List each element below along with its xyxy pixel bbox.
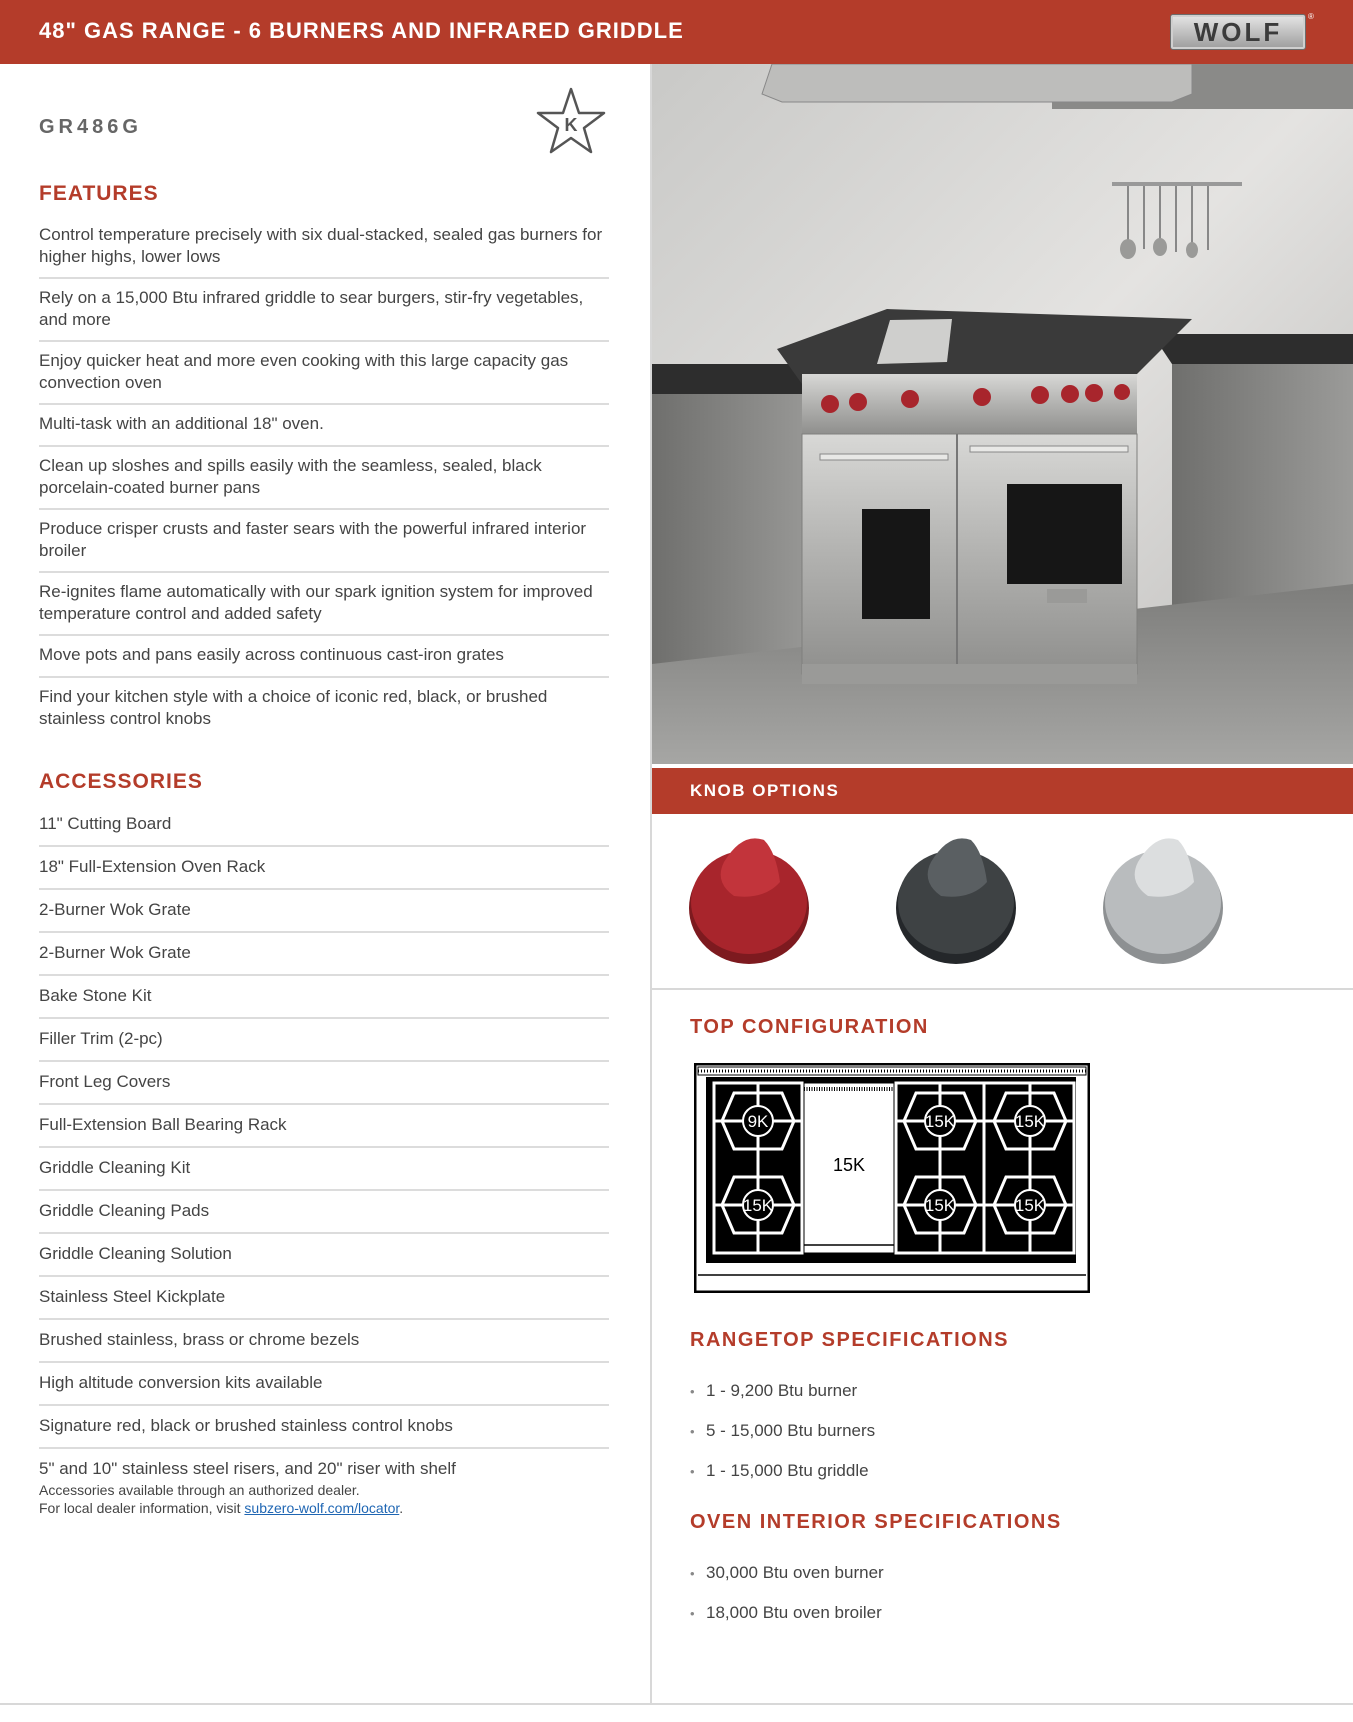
accessory-item: 2-Burner Wok Grate bbox=[39, 933, 609, 976]
red-knob-image bbox=[684, 826, 814, 970]
accessory-item: High altitude conversion kits available bbox=[39, 1363, 609, 1406]
black-knob-image bbox=[891, 826, 1021, 970]
accessory-item: Griddle Cleaning Solution bbox=[39, 1234, 609, 1277]
feature-item: Find your kitchen style with a choice of iconic red, black, or brushed stainless control knobs bbox=[39, 687, 548, 728]
burner-label-front-left: 15K bbox=[742, 1196, 774, 1215]
accessory-item: 11" Cutting Board bbox=[39, 804, 609, 847]
accessory-item: Full-Extension Ball Bearing Rack bbox=[39, 1105, 609, 1148]
feature-item: Control temperature precisely with six dual-stacked, sealed gas burners for higher highs, lower lows bbox=[39, 216, 609, 279]
oven-spec-item-text: 18,000 Btu oven broiler bbox=[706, 1603, 882, 1622]
oven-spec-item bbox=[690, 1562, 884, 1602]
rangetop-spec-item bbox=[690, 1460, 875, 1500]
rangetop-spec-item-text: 1 - 15,000 Btu griddle bbox=[706, 1461, 869, 1480]
page-title: 48" GAS RANGE - 6 BURNERS AND INFRARED GRIDDLE bbox=[39, 18, 684, 43]
logo-text: WOLF bbox=[1193, 17, 1283, 47]
top-configuration-diagram bbox=[694, 1063, 1090, 1293]
accessories-list bbox=[39, 804, 609, 1490]
oven-spec-item bbox=[690, 1602, 884, 1642]
oven-specs-heading: OVEN INTERIOR SPECIFICATIONS bbox=[690, 1511, 1062, 1533]
feature-item: Move pots and pans easily across continuous cast-iron grates bbox=[39, 636, 609, 678]
dealer-note-line2 bbox=[39, 1499, 403, 1517]
model-number: GR486G bbox=[39, 116, 142, 138]
accessory-item: Signature red, black or brushed stainless control knobs bbox=[39, 1406, 609, 1449]
knob-options-bar bbox=[652, 768, 1353, 814]
bullet-dot: • bbox=[690, 1384, 695, 1399]
dealer-note-prefix: For local dealer information, visit bbox=[39, 1500, 245, 1516]
feature-item: Produce crisper crusts and faster sears with the powerful infrared interior broiler bbox=[39, 510, 609, 573]
star-k-icon bbox=[536, 86, 606, 156]
left-column bbox=[0, 64, 650, 1722]
wolf-logo bbox=[1170, 14, 1306, 50]
accessory-item: Brushed stainless, brass or chrome bezels bbox=[39, 1320, 609, 1363]
griddle-label: 15K bbox=[832, 1155, 866, 1175]
features-list bbox=[39, 216, 609, 739]
burner-label-rear-mid: 15K bbox=[924, 1112, 956, 1131]
knob-options-heading: KNOB OPTIONS bbox=[690, 781, 840, 800]
oven-specs-list bbox=[690, 1562, 884, 1642]
burner-label-rear-left: 9K bbox=[747, 1112, 769, 1131]
feature-item: Multi-task with an additional 18" oven. bbox=[39, 405, 609, 447]
burner-label-front-right: 15K bbox=[1014, 1196, 1046, 1215]
accessory-item: Stainless Steel Kickplate bbox=[39, 1277, 609, 1320]
header-bar bbox=[0, 0, 1353, 64]
rangetop-specs-list bbox=[690, 1380, 875, 1500]
rangetop-specs-heading: RANGETOP SPECIFICATIONS bbox=[690, 1329, 1009, 1351]
accessory-item: Griddle Cleaning Pads bbox=[39, 1191, 609, 1234]
bullet-dot: • bbox=[690, 1424, 695, 1439]
bullet-dot: • bbox=[690, 1606, 695, 1621]
burner-label-rear-right: 15K bbox=[1014, 1112, 1046, 1131]
page-bottom-rule bbox=[0, 1703, 1353, 1705]
dealer-note-suffix: . bbox=[399, 1500, 404, 1516]
dealer-locator-link[interactable]: subzero-wolf.com/locator bbox=[244, 1500, 400, 1516]
accessory-item: 2-Burner Wok Grate bbox=[39, 890, 609, 933]
feature-item: Clean up sloshes and spills easily with the seamless, sealed, black porcelain-coated burner pans bbox=[39, 447, 609, 510]
accessory-item: Filler Trim (2-pc) bbox=[39, 1019, 609, 1062]
accessories-heading: ACCESSORIES bbox=[39, 770, 203, 793]
knob-section-divider bbox=[652, 988, 1353, 990]
features-heading: FEATURES bbox=[39, 182, 159, 205]
accessory-item: Bake Stone Kit bbox=[39, 976, 609, 1019]
rangetop-spec-item-text: 1 - 9,200 Btu burner bbox=[706, 1381, 858, 1400]
accessory-item: Front Leg Covers bbox=[39, 1062, 609, 1105]
top-configuration-heading: TOP CONFIGURATION bbox=[690, 1016, 929, 1038]
feature-item: Enjoy quicker heat and more even cooking with this large capacity gas convection oven bbox=[39, 342, 609, 405]
dealer-note-line1: Accessories available through an authorized dealer. bbox=[39, 1482, 360, 1498]
product-photo bbox=[652, 64, 1353, 764]
star-k-letter: K bbox=[564, 115, 578, 135]
bullet-dot: • bbox=[690, 1566, 695, 1581]
stainless-knob-image bbox=[1098, 826, 1228, 970]
bullet-dot: • bbox=[690, 1464, 695, 1479]
registered-mark: ® bbox=[1308, 12, 1314, 21]
feature-item: Re-ignites flame automatically with our spark ignition system for improved temperature control and added safety bbox=[39, 573, 609, 636]
accessory-item: 5" and 10" stainless steel risers, and 20" riser with shelf bbox=[39, 1459, 456, 1478]
feature-item: Rely on a 15,000 Btu infrared griddle to sear burgers, stir-fry vegetables, and more bbox=[39, 279, 609, 342]
dealer-note bbox=[39, 1481, 403, 1517]
accessory-item: 18" Full-Extension Oven Rack bbox=[39, 847, 609, 890]
accessory-item: Griddle Cleaning Kit bbox=[39, 1148, 609, 1191]
burner-label-front-mid: 15K bbox=[924, 1196, 956, 1215]
rangetop-spec-item bbox=[690, 1380, 875, 1420]
rangetop-spec-item bbox=[690, 1420, 875, 1460]
rangetop-spec-item-text: 5 - 15,000 Btu burners bbox=[706, 1421, 876, 1440]
oven-spec-item-text: 30,000 Btu oven burner bbox=[706, 1563, 884, 1582]
